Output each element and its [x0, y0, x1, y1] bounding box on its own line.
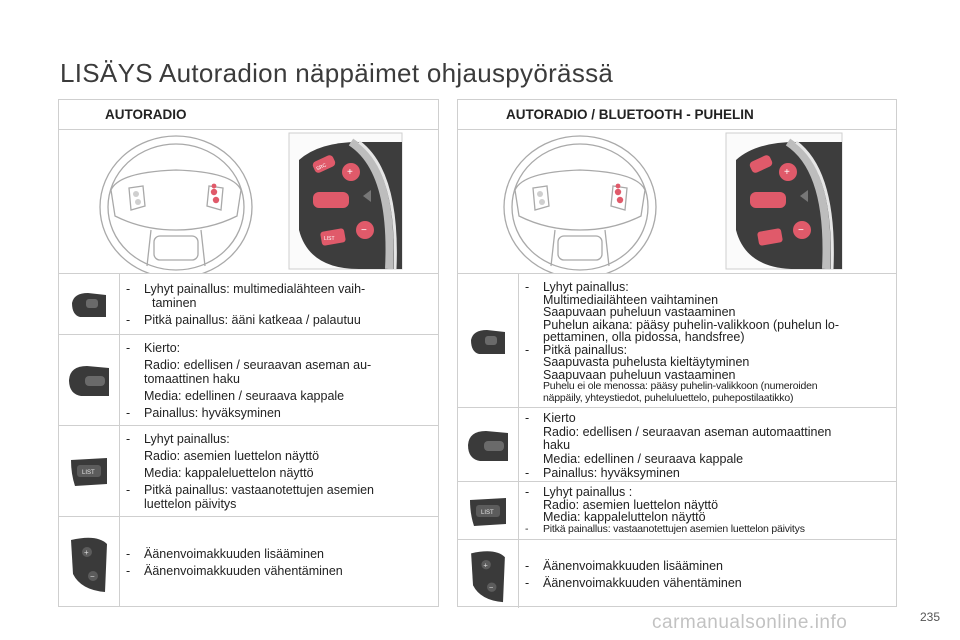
- svg-text:−: −: [361, 225, 367, 236]
- list-row: [59, 426, 438, 517]
- svg-text:LIST: LIST: [481, 509, 494, 516]
- list-label: LIST: [324, 236, 335, 242]
- svg-text:+: +: [347, 167, 353, 178]
- src-button-cell: [59, 274, 120, 334]
- list-row-text: - Lyhyt painallus: Radio: asemien luettelon näyttö Media: kappaleluettelon näyttö - Pitkä painallus: vastaanotettujen asemien luettelon päivitys: [126, 432, 375, 511]
- volume-row: [59, 517, 438, 607]
- src-phone-button-icon: [469, 326, 507, 356]
- thumbwheel-icon: [466, 427, 510, 463]
- list-button-cell: [59, 426, 120, 516]
- svg-text:LIST: LIST: [82, 470, 95, 476]
- src-phone-row: [458, 274, 896, 408]
- volume-row-text: - Äänenvoimakkuuden lisääminen - Äänenvoimakkuuden vähentäminen: [126, 547, 343, 578]
- list-phone-row: [458, 482, 896, 540]
- steering-wheel-illustration-phone: [458, 130, 896, 274]
- src-phone-row-text: - Lyhyt painallus: Multimediailähteen vaihtaminen Saapuvaan puheluun vastaaminen Puhelun aikana: pääsy puhelin-valikkoon (puhelun lo- pettaminen, olla pidossa, handsfree) - Pitkä painallus: Saapuvasta puhelusta kieltäytyminen Saapuvaan puheluun vastaaminen Puhelu ei ole menossa: pääsy puhelin-valikkoon (numeroiden näppäily, yhteystiedot, puheluluettelo, puhepostilaatikko): [525, 280, 840, 404]
- bluetooth-phone-header: AUTORADIO / BLUETOOTH - PUHELIN: [458, 100, 896, 130]
- svg-text:+: +: [84, 548, 89, 557]
- svg-text:−: −: [488, 582, 494, 592]
- volume-phone-row-text: - Äänenvoimakkuuden lisääminen - Äänenvoimakkuuden vähentäminen: [525, 559, 742, 590]
- thumbwheel-row-text: - Kierto: Radio: edellisen / seuraavan aseman au- tomaattinen haku Media: edellinen / seuraava kappale - Painallus: hyväksyminen: [126, 341, 372, 420]
- list-phone-row-text: - Lyhyt painallus : Radio: asemien luettelon näyttö Media: kappaleluttelon näyttö - Pitkä painallus: vastaanotettujen asemien luettelon päivitys: [525, 485, 805, 535]
- src-label: SRC: [315, 162, 328, 173]
- src-phone-button-cell: [458, 274, 519, 407]
- src-row-text: - Lyhyt painallus: multimedialähteen vaih- taminen - Pitkä painallus: ääni katkeaa / palautuu: [126, 282, 366, 327]
- list-phone-button-cell: [458, 482, 519, 539]
- svg-text:−: −: [798, 225, 804, 236]
- steering-wheel-icon: [59, 130, 438, 273]
- steering-wheel-illustration: [59, 130, 438, 274]
- svg-text:−: −: [90, 572, 95, 581]
- src-row: [59, 274, 438, 335]
- steering-wheel-phone-icon: [458, 130, 896, 273]
- thumbwheel-cell: [59, 335, 120, 425]
- list-button-icon: [69, 454, 109, 488]
- watermark: carmanualsonline.info: [652, 612, 848, 633]
- volume-phone-buttons-cell: [458, 540, 519, 608]
- thumbwheel-phone-cell: [458, 408, 519, 481]
- autoradio-panel: [58, 99, 439, 607]
- page-number: 235: [919, 610, 940, 624]
- volume-buttons-cell: [59, 517, 120, 607]
- volume-buttons-icon: [67, 530, 111, 594]
- volume-buttons-icon: [466, 544, 510, 604]
- thumbwheel-phone-row-text: - Kierto Radio: edellisen / seuraavan aseman automaattinen haku Media: edellinen / seuraava kappale - Painallus: hyväksyminen: [525, 411, 832, 480]
- svg-text:+: +: [483, 560, 488, 570]
- autoradio-header: AUTORADIO: [59, 100, 438, 130]
- bluetooth-phone-panel: [457, 99, 897, 607]
- thumbwheel-row: [59, 335, 438, 426]
- page-title: LISÄYS Autoradion näppäimet ohjauspyörässä: [60, 58, 614, 88]
- volume-phone-row: [458, 540, 896, 608]
- svg-text:+: +: [784, 167, 790, 178]
- src-button-icon: [70, 289, 108, 319]
- list-button-icon: [468, 494, 508, 528]
- thumbwheel-icon: [67, 362, 111, 398]
- thumbwheel-phone-row: [458, 408, 896, 482]
